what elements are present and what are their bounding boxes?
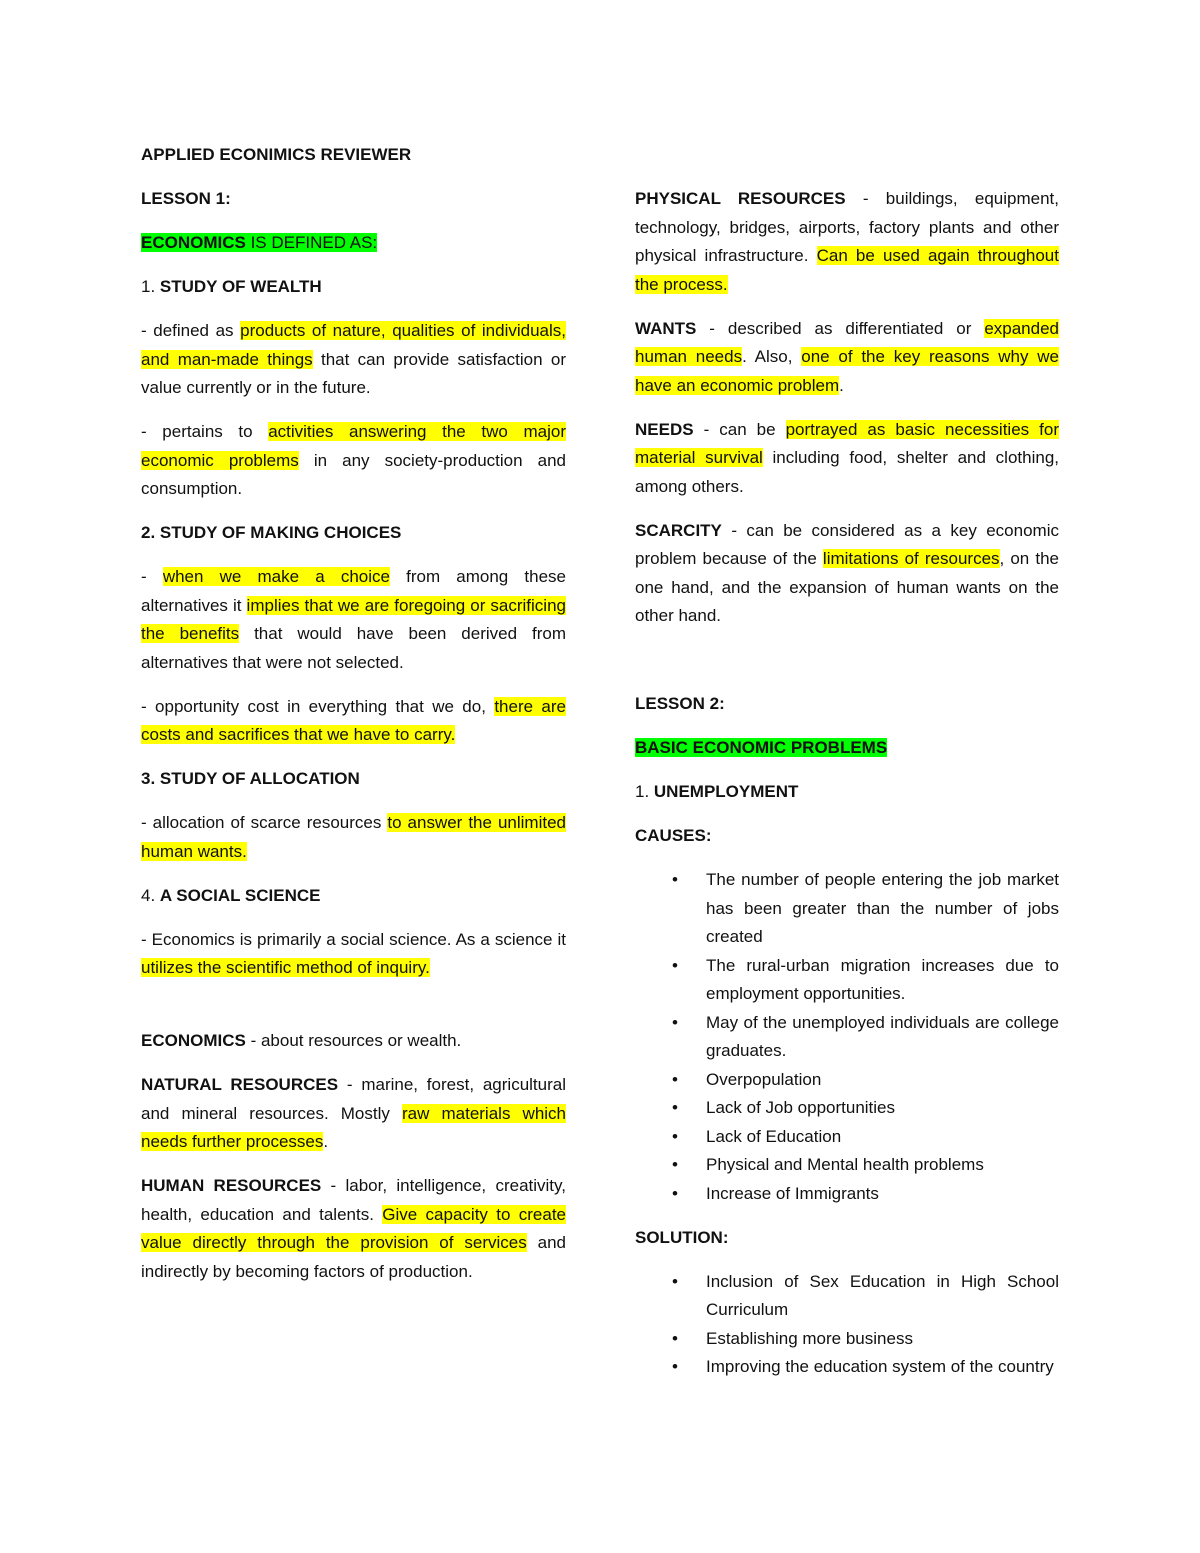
human-resources-paragraph: HUMAN RESOURCES - labor, intelligence, creativity, health, education and talents. Give capacity to create value directly through the provision of services and indirectly by becoming factors of production. (141, 1176, 566, 1281)
economics-defined-heading: ECONOMICS IS DEFINED AS: (141, 233, 378, 252)
economics-definition: ECONOMICS - about resources or wealth. (141, 1031, 462, 1050)
list-item: • The number of people entering the job market has been greater than the number of jobs created (672, 870, 1059, 946)
study-of-choices-heading: 2. STUDY OF MAKING CHOICES (141, 523, 402, 542)
needs-paragraph: NEEDS - can be portrayed as basic necessities for material survival including food, shelter and clothing, among others. (635, 419, 1059, 496)
basic-economic-problems-heading: BASIC ECONOMIC PROBLEMS (635, 738, 888, 757)
study-of-wealth-heading: 1. STUDY OF WEALTH (141, 277, 322, 296)
physical-resources-paragraph: PHYSICAL RESOURCES - buildings, equipment, technology, bridges, airports, factory plants and other physical infrastructure. Can be used again throughout the process. (635, 189, 1059, 294)
list-item: • Lack of Job opportunities (672, 1098, 896, 1117)
solution-heading: SOLUTION: (635, 1227, 729, 1247)
right-column (635, 185, 1059, 1397)
document-title: APPLIED ECONIMICS REVIEWER (141, 145, 412, 164)
wealth-definition-paragraph: - defined as products of nature, qualities of individuals, and man-made things that can provide satisfaction or value currently or in the future. (141, 321, 567, 397)
list-item: • The rural-urban migration increases due to employment opportunities. (672, 955, 1059, 1003)
spacer (141, 998, 566, 1027)
list-item: • May of the unemployed individuals are college graduates. (672, 1012, 1059, 1060)
choices-paragraph: - when we make a choice from among these alternatives it implies that we are foregoing or sacrificing the benefits that would have been derived from alternatives that were not selected. (141, 567, 566, 672)
lesson-1-heading: LESSON 1: (141, 189, 231, 208)
natural-resources-paragraph: NATURAL RESOURCES - marine, forest, agricultural and mineral resources. Mostly raw materials which needs further processes. (141, 1075, 566, 1151)
list-item: • Inclusion of Sex Education in High School Curriculum (672, 1271, 1059, 1319)
lesson-2-heading: LESSON 2: (635, 694, 725, 713)
wants-paragraph: WANTS - described as differentiated or expanded human needs. Also, one of the key reasons why we have an economic problem. (635, 318, 1059, 395)
social-science-heading: 4. A SOCIAL SCIENCE (141, 885, 321, 905)
list-item: • Establishing more business (672, 1328, 913, 1348)
wealth-activities-paragraph: - pertains to activities answering the two major economic problems in any society-production and consumption. (141, 422, 566, 498)
causes-heading: CAUSES: (635, 826, 712, 845)
list-item: • Lack of Education (672, 1126, 842, 1146)
solution-list (635, 1268, 1059, 1382)
spacer (635, 646, 1059, 690)
list-item: • Physical and Mental health problems (672, 1155, 984, 1174)
list-item: • Overpopulation (672, 1069, 822, 1089)
list-item: • Increase of Immigrants (672, 1183, 879, 1203)
study-of-allocation-heading: 3. STUDY OF ALLOCATION (141, 769, 360, 788)
list-item: • Improving the education system of the country (672, 1357, 1054, 1376)
social-science-paragraph: - Economics is primarily a social science. As a science it utilizes the scientific method of inquiry. (141, 929, 566, 977)
allocation-paragraph: - allocation of scarce resources to answer the unlimited human wants. (141, 813, 566, 861)
opportunity-cost-paragraph: - opportunity cost in everything that we do, there are costs and sacrifices that we have to carry. (141, 696, 567, 744)
scarcity-paragraph: SCARCITY - can be considered as a key economic problem because of the limitations of resources, on the one hand, and the expansion of human wants on the other hand. (635, 520, 1059, 625)
causes-list (635, 866, 1059, 1208)
left-column (141, 141, 566, 1302)
unemployment-heading: 1. UNEMPLOYMENT (635, 782, 799, 801)
